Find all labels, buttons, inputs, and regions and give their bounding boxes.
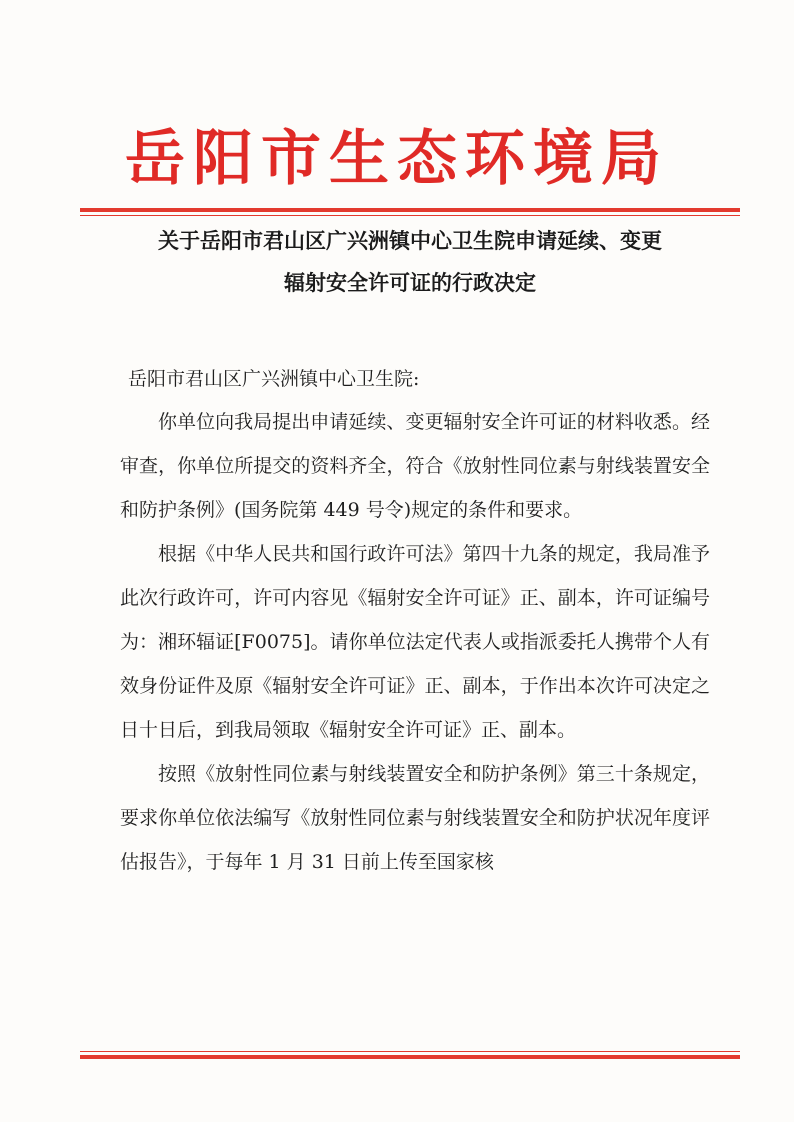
paragraph-2: 根据《中华人民共和国行政许可法》第四十九条的规定，我局准予此次行政许可，许可内容见《辐射安全许可证》正、副本，许可证编号为：湘环辐证[F0075]。请你单位法定代表人或指派委托人携带个人有效身份证件及原《辐射安全许可证》正、副本，于作出本次许可决定之日十日后，到我局领取《辐射安全许可证》正、副本。	[120, 543, 710, 741]
document-title-line2: 辐射安全许可证的行政决定	[284, 271, 536, 295]
bottom-rule-thin	[80, 1051, 740, 1052]
body-paragraphs	[120, 400, 710, 884]
recipient: 岳阳市君山区广兴洲镇中心卫生院:	[128, 368, 420, 390]
top-rule-thick	[80, 208, 740, 212]
paragraph-3: 按照《放射性同位素与射线装置安全和防护条例》第三十条规定，要求你单位依法编写《放射性同位素与射线装置安全和防护状况年度评估报告》，于每年 1 月 31 日前上传至国家核	[120, 763, 710, 873]
bottom-rule-thick	[80, 1055, 740, 1059]
letterhead-title: 岳阳市生态环境局	[125, 124, 669, 194]
document-title-line1: 关于岳阳市君山区广兴洲镇中心卫生院申请延续、变更	[158, 229, 662, 253]
paragraph-1: 你单位向我局提出申请延续、变更辐射安全许可证的材料收悉。经审查，你单位所提交的资料齐全，符合《放射性同位素与射线装置安全和防护条例》(国务院第 449 号令)规定的条件和要求。	[120, 411, 710, 521]
top-rule-thin	[80, 215, 740, 216]
